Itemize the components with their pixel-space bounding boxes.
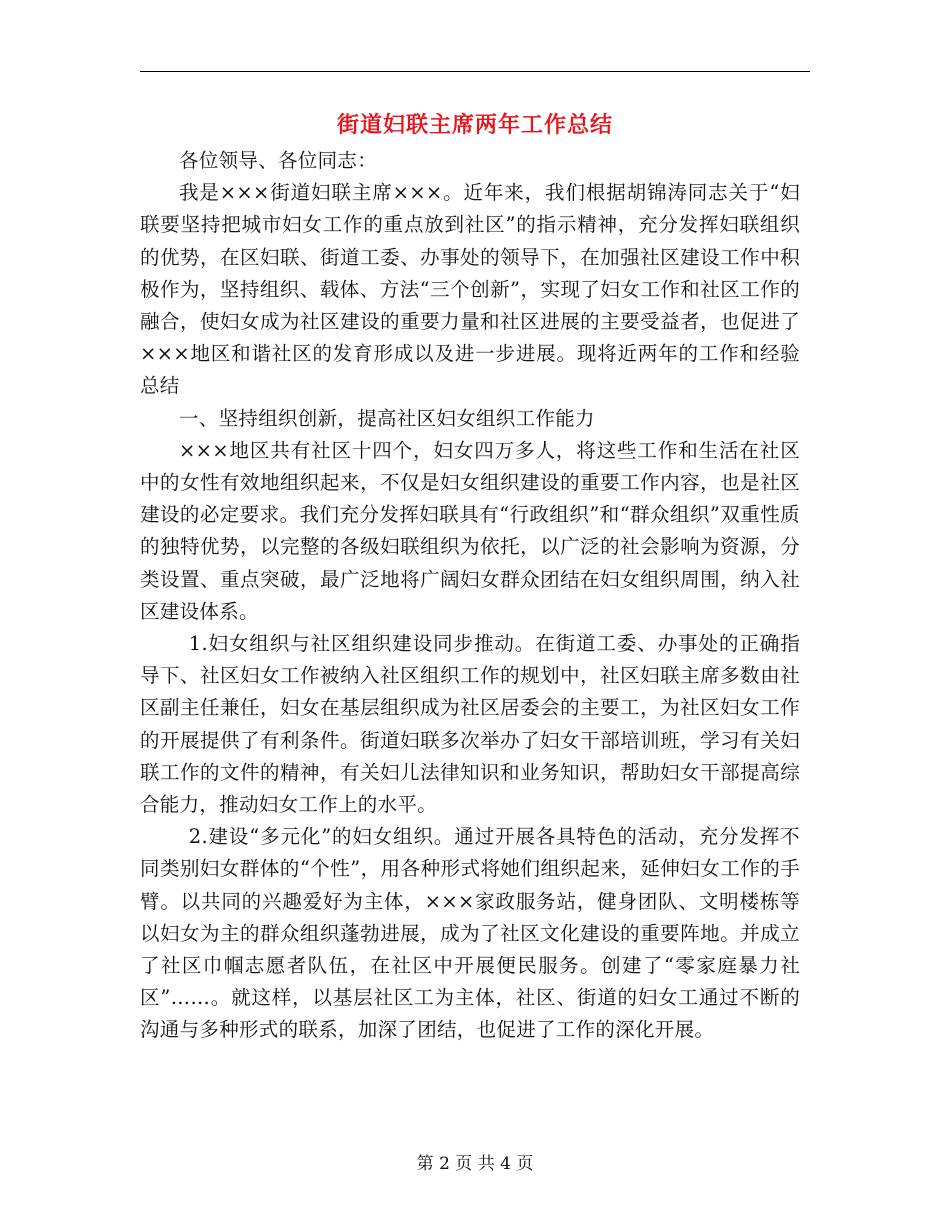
section-heading-1: 一、坚持组织创新，提高社区妇女组织工作能力: [179, 406, 595, 430]
body-paragraph: ×××地区共有社区十四个，妇女四万多人，将这些工作和生活在社区中的女性有效地组织起来，不仅是妇女组织建设的重要工作内容，也是社区建设的必定要求。我们充分发挥妇联具有“行政组织”和“群众组织”双重性质的独特优势，以完整的各级妇联组织为依托，以广泛的社会影响为资源，分类设置、重点突破，最广泛地将广阔妇女群众团结在妇女组织周围，纳入社区建设体系。: [140, 438, 800, 623]
page-number-footer: 第 2 页 共 4 页: [416, 1154, 534, 1174]
numbered-paragraph-1: 1.妇女组织与社区组织建设同步推动。在街道工委、办事处的正确指导下、社区妇女工作被纳入社区组织工作的规划中，社区妇联主席多数由社区副主任兼任，妇女在基层组织成为社区居委会的主要工，为社区妇女工作的开展提供了有利条件。街道妇联多次举办了妇女干部培训班，学习有关妇联工作的文件的精神，有关妇儿法律知识和业务知识，帮助妇女干部提高综合能力，推动妇女工作上的水平。: [140, 632, 800, 817]
numbered-paragraph-2: 2.建设“多元化”的妇女组织。通过开展各具特色的活动，充分发挥不同类别妇女群体的“个性”，用各种形式将她们组织起来，延伸妇女工作的手臂。以共同的兴趣爱好为主体，×××家政服务站，健身团队、文明楼栋等以妇女为主的群众组织蓬勃进展，成为了社区文化建设的重要阵地。并成立了社区巾帼志愿者队伍，在社区中开展便民服务。创建了“零家庭暴力社区”……。就这样，以基层社区工为主体，社区、街道的妇女工通过不断的沟通与多种形式的联系，加深了团结，也促进了工作的深化开展。: [140, 825, 800, 1042]
salutation-paragraph: 各位领导、各位同志：: [179, 149, 378, 172]
document-body: [140, 145, 800, 1047]
intro-paragraph: 我是×××街道妇联主席×××。近年来，我们根据胡锦涛同志关于“妇联要坚持把城市妇女工作的重点放到社区”的指示精神，充分发挥妇联组织的优势，在区妇联、街道工委、办事处的领导下，在加强社区建设工作中积极作为，坚持组织、载体、方法“三个创新”，实现了妇女工作和社区工作的融合，使妇女成为社区建设的重要力量和社区进展的主要受益者，也促进了×××地区和谐社区的发育形成以及进一步进展。现将近两年的工作和经验总结: [140, 181, 800, 398]
header-rule: [140, 71, 810, 72]
document-title: 街道妇联主席两年工作总结: [336, 112, 613, 138]
